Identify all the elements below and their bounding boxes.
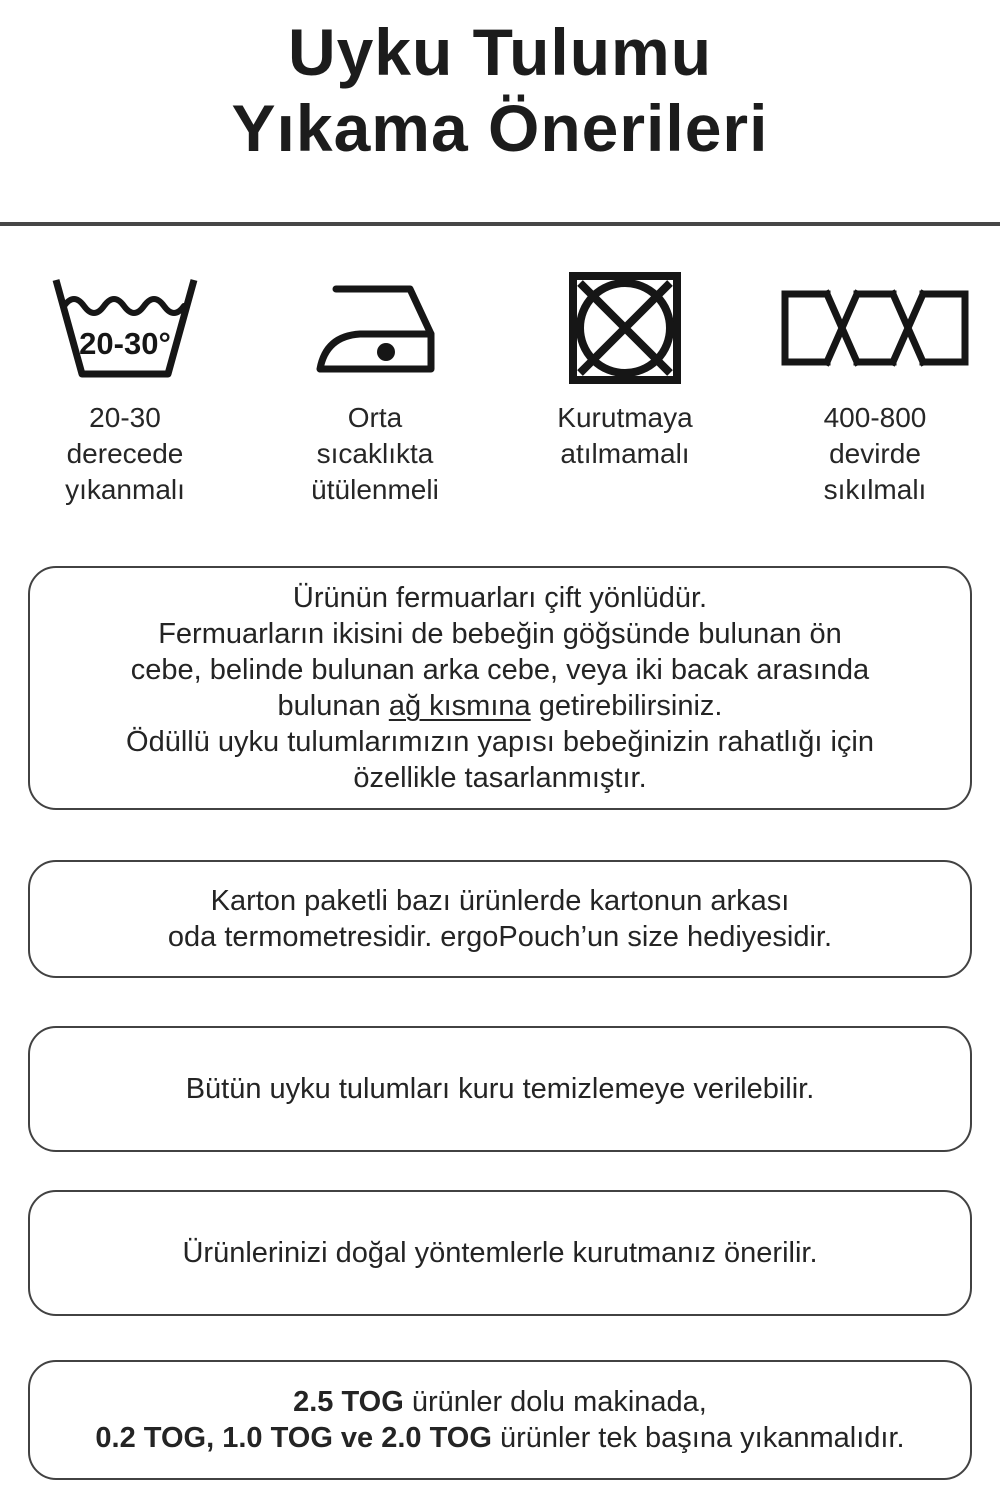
text-segment: Karton paketli bazı ürünlerde kartonun arkası	[210, 885, 790, 917]
label-line: 20-30	[89, 402, 161, 433]
text-segment: Bütün uyku tulumları kuru temizlemeye verilebilir.	[185, 1073, 815, 1105]
text-line	[30, 1071, 970, 1107]
do-not-tumble-dry-icon-area	[564, 264, 686, 392]
iron-icon	[300, 278, 450, 378]
text-segment: Ürünün fermuarları çift yönlüdür.	[292, 582, 708, 614]
text-segment: ürünler dolu makinada,	[403, 1386, 707, 1418]
text-segment: oda termometresidir. ergoPouch’un size hediyesidir.	[167, 921, 833, 953]
care-column-no-tumble-dry	[500, 264, 750, 508]
do-not-tumble-dry-icon	[564, 267, 686, 389]
text-segment: 2.5 TOG	[293, 1386, 404, 1418]
label-line: ütülenmeli	[311, 474, 439, 505]
text-line	[30, 688, 970, 724]
text-line	[30, 1384, 970, 1420]
text-line	[30, 883, 970, 919]
label-line: 400-800	[823, 402, 927, 433]
label-line: sıkılmalı	[823, 474, 927, 505]
text-segment: özellikle tasarlanmıştır.	[353, 762, 647, 794]
info-box-tog-washing	[28, 1360, 972, 1480]
info-box-dry-cleaning	[28, 1026, 972, 1152]
wash-tub-label	[65, 400, 185, 508]
text-line	[30, 724, 970, 760]
wring-icon-area	[777, 264, 973, 392]
title-divider-rule	[0, 222, 1000, 226]
text-line	[30, 919, 970, 955]
label-line: derecede	[66, 438, 184, 469]
text-line	[30, 616, 970, 652]
care-column-wash	[0, 264, 250, 508]
text-line	[30, 1235, 970, 1271]
text-segment: ağ kısmına	[388, 690, 531, 722]
text-segment: Ödüllü uyku tulumlarımızın yapısı bebeğinizin rahatlığı için	[126, 726, 874, 758]
wring-label	[824, 400, 927, 508]
iron-icon-area	[300, 264, 450, 392]
iron-label	[311, 400, 439, 508]
text-segment: bulunan	[277, 690, 389, 722]
care-column-iron	[250, 264, 500, 508]
info-box-natural-drying	[28, 1190, 972, 1316]
text-segment: Ürünlerinizi doğal yöntemlerle kurutmanız önerilir.	[182, 1237, 818, 1269]
label-line: sıcaklıkta	[316, 438, 434, 469]
text-line	[30, 580, 970, 616]
page-title-line-1: Uyku Tulumu	[287, 15, 713, 89]
do-not-tumble-dry-label	[557, 400, 692, 472]
page-title-line-2: Yıkama Önerileri	[231, 91, 769, 165]
text-line	[30, 652, 970, 688]
label-line: yıkanmalı	[65, 474, 185, 505]
care-column-wring	[750, 264, 1000, 508]
label-line: atılmamalı	[560, 438, 690, 469]
label-line: Orta	[347, 402, 403, 433]
wring-icon	[777, 285, 973, 371]
wash-temperature-text: 20-30°	[79, 326, 171, 361]
text-segment: Fermuarların ikisini de bebeğin göğsünde bulunan ön	[158, 618, 842, 650]
care-symbols-row	[0, 264, 1000, 508]
text-segment: getirebilirsiniz.	[530, 690, 723, 722]
label-line: Kurutmaya	[557, 402, 693, 433]
text-segment: 0.2 TOG, 1.0 TOG ve 2.0 TOG	[95, 1422, 492, 1454]
text-line	[30, 1420, 970, 1456]
wash-tub-icon-area	[46, 264, 204, 392]
info-box-zippers	[28, 566, 972, 810]
label-line: devirde	[829, 438, 921, 469]
text-segment: ürünler tek başına yıkanmalıdır.	[491, 1422, 905, 1454]
info-box-thermometer	[28, 860, 972, 978]
text-segment: cebe, belinde bulunan arka cebe, veya iki bacak arasında	[130, 654, 870, 686]
text-line	[30, 760, 970, 796]
page-title	[0, 0, 1000, 166]
wash-tub-icon	[46, 272, 204, 384]
